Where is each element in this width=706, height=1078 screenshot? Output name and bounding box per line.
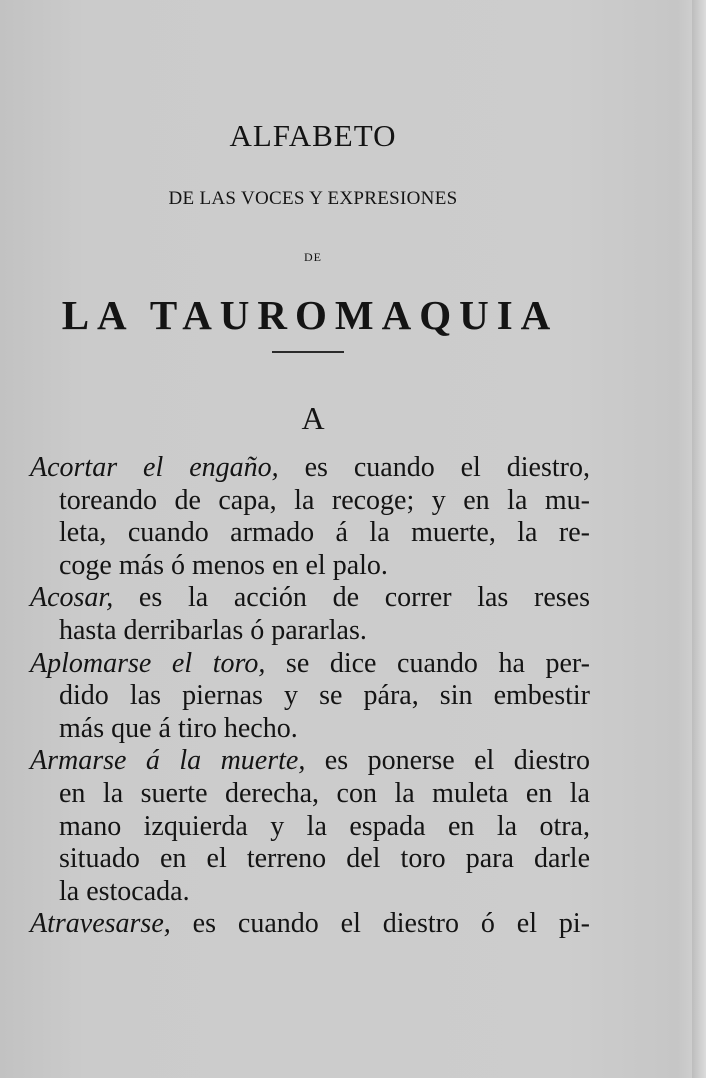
entry-line: [30, 582, 590, 615]
entry-line: la estocada.: [59, 875, 190, 907]
entry-line: más que á tiro hecho.: [59, 712, 298, 744]
entry-text: es cuando el diestro,: [278, 452, 590, 483]
entry-line: dido las piernas y se pára, sin embestir: [59, 680, 590, 712]
entry-line: [30, 908, 590, 941]
main-title: LA TAUROMAQUIA: [61, 292, 559, 338]
entry-term: Aplomarse el toro,: [30, 647, 266, 679]
section-letter: A: [301, 400, 325, 436]
page-title: ALFABETO: [229, 118, 397, 153]
entry-term: Acortar el engaño,: [30, 452, 279, 483]
entry-text: es ponerse el diestro: [305, 745, 590, 777]
page-subtitle: DE LAS VOCES Y EXPRESIONES: [168, 188, 458, 209]
entry-line: mano izquierda y la espada en la otra,: [59, 810, 590, 842]
entry-line: [30, 452, 590, 485]
entry-line: leta, cuando armado á la muerte, la re-: [59, 517, 590, 549]
entry-line: [30, 745, 590, 778]
entry-term: Armarse á la muerte,: [30, 745, 306, 777]
entry-text: se dice cuando ha per-: [265, 647, 591, 679]
entry-term: Acosar,: [30, 582, 114, 614]
glossary-text: [30, 452, 590, 941]
entry-line: situado en el terreno del toro para darle: [59, 843, 590, 875]
entry-line: [30, 648, 590, 681]
title-divider: [272, 351, 344, 353]
entry-text: es cuando el diestro ó el pi-: [170, 908, 590, 940]
entry-term: Atravesarse,: [30, 908, 171, 940]
entry-line: en la suerte derecha, con la muleta en la: [59, 777, 590, 809]
entry-line: hasta derribarlas ó pararlas.: [59, 614, 367, 646]
entry-line: toreando de capa, la recoge; y en la mu-: [59, 484, 590, 516]
entry-line: coge más ó menos en el palo.: [59, 549, 388, 581]
entry-text: es la acción de correr las reses: [113, 582, 590, 614]
page-edge: [692, 0, 706, 1078]
title-connector: DE: [304, 250, 322, 264]
